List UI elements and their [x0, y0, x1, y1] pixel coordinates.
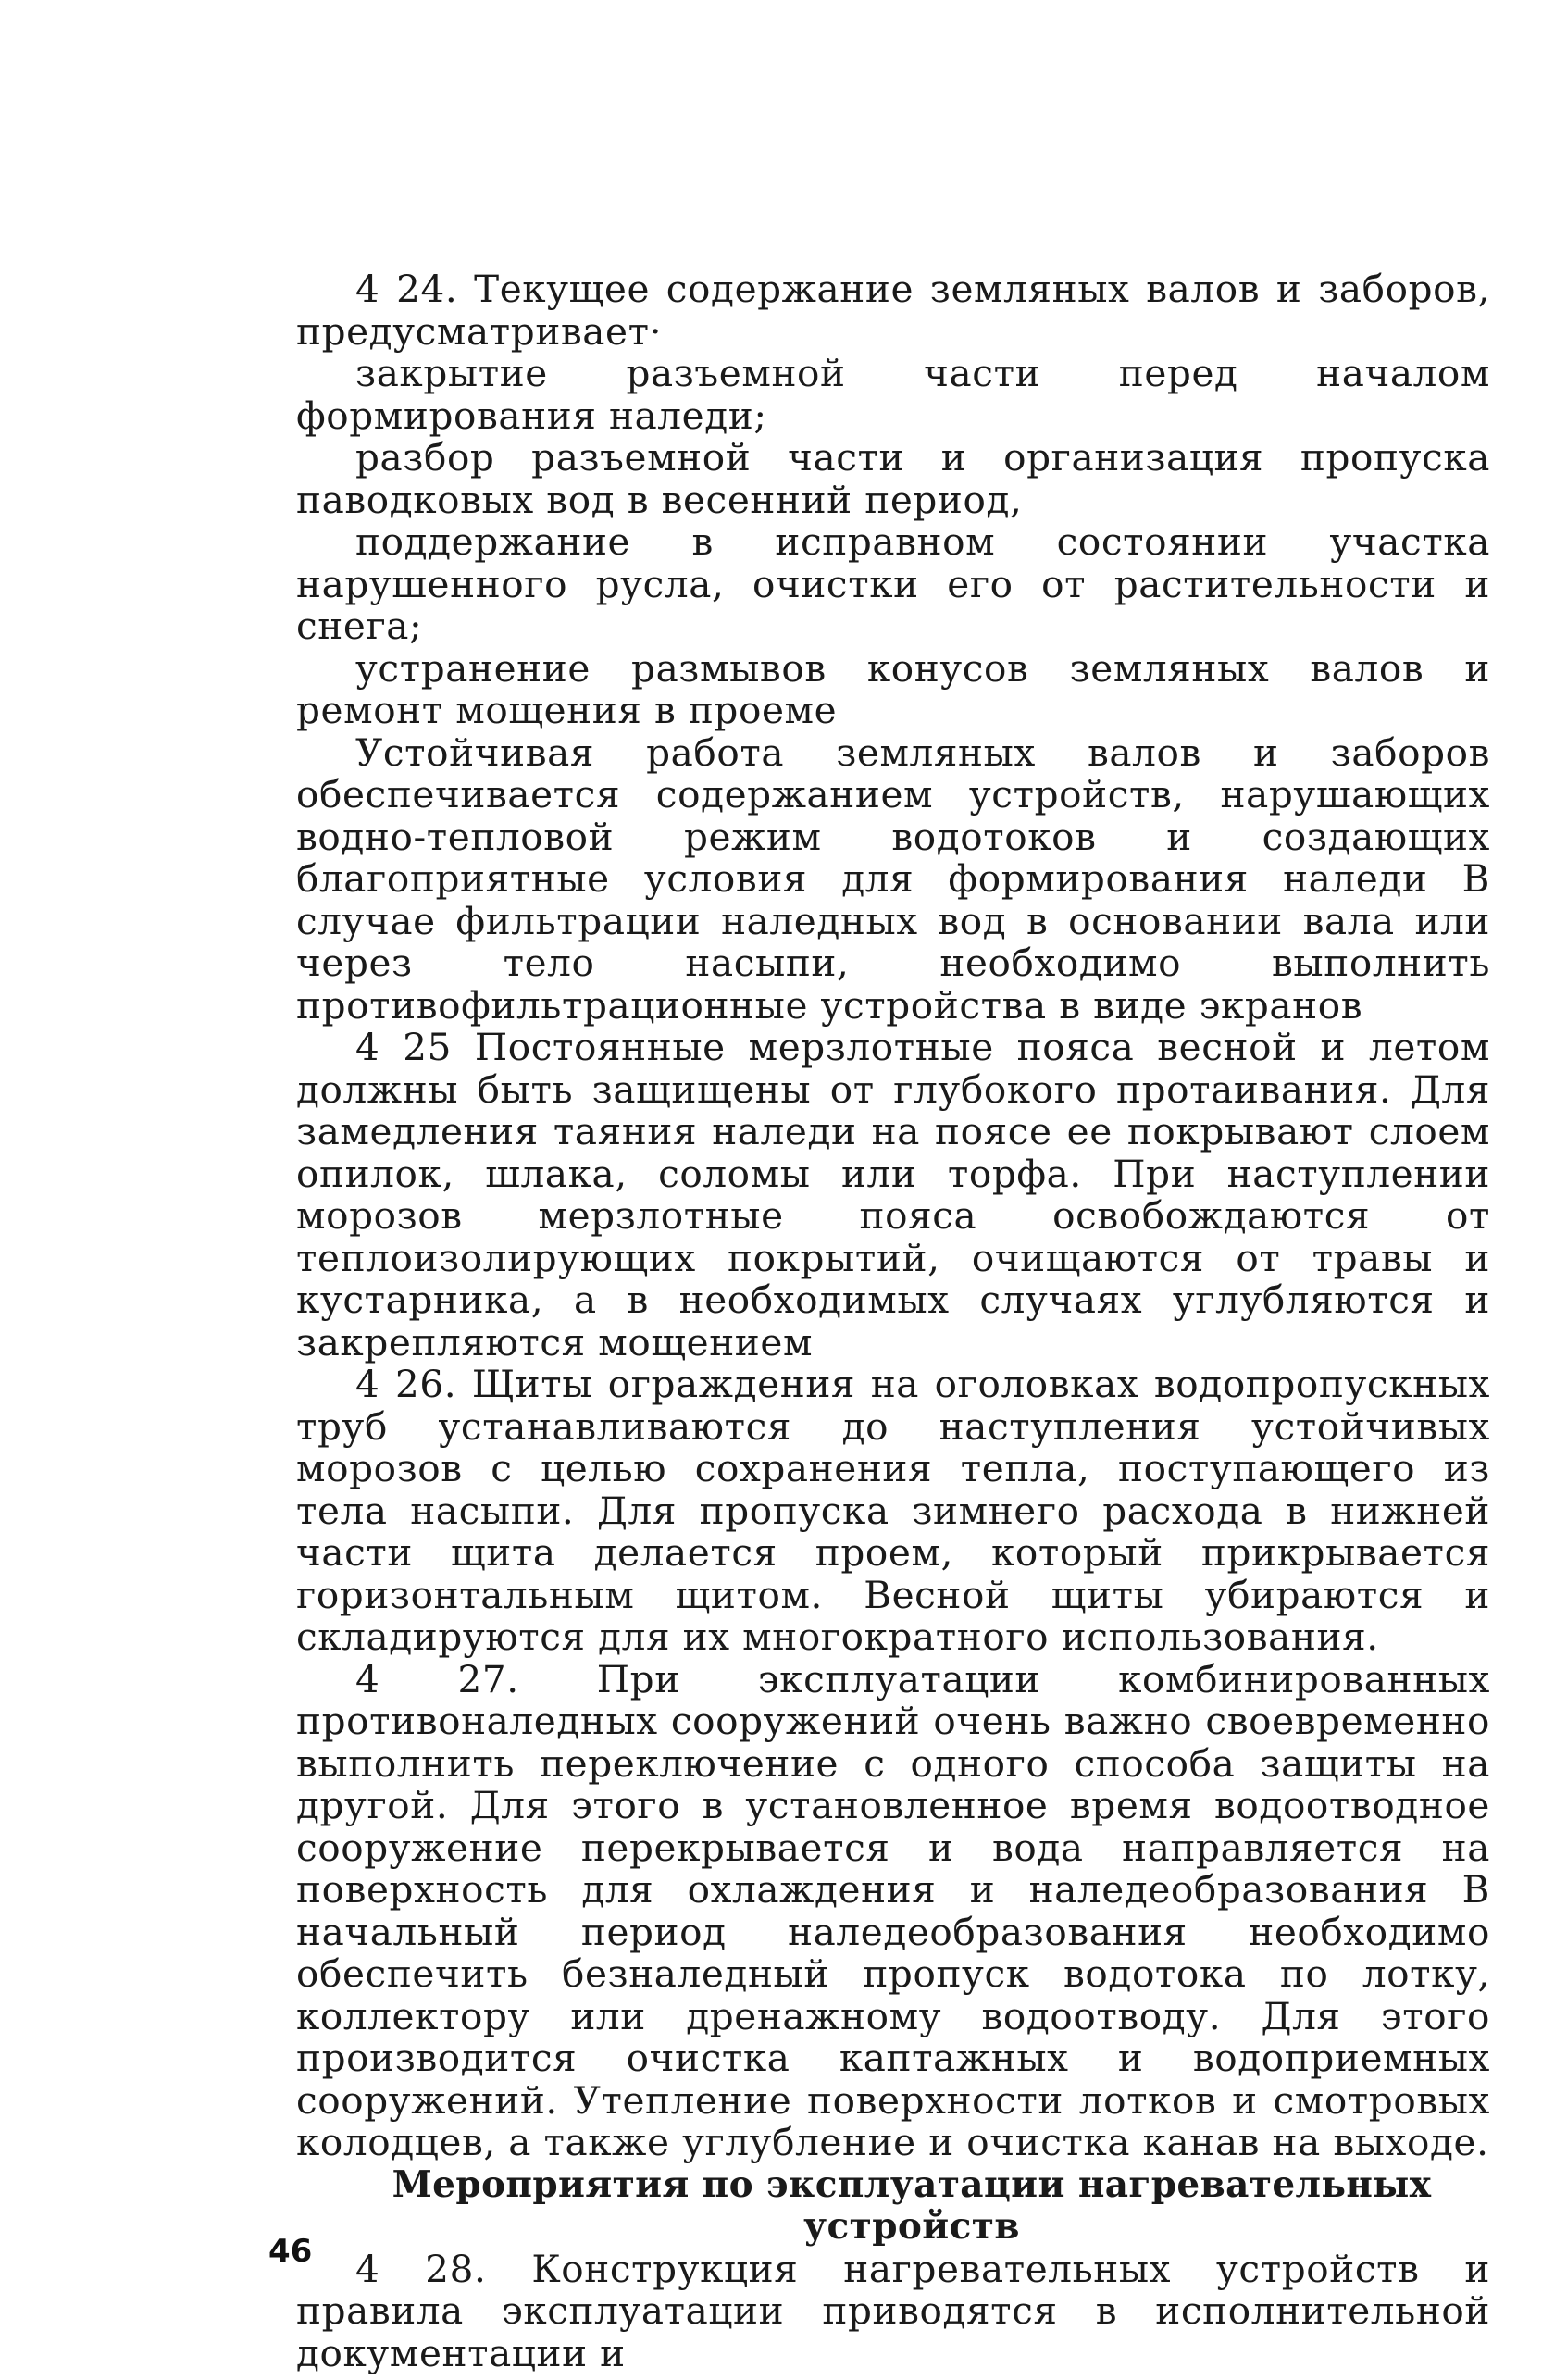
list-item: закрытие разъемной части перед началом формирования наледи; [296, 351, 1490, 438]
page-number: 46 [268, 2233, 313, 2270]
list-item: разбор разъемной части и организация пропуска паводковых вод в весенний период, [296, 435, 1490, 522]
paragraph-stable-operation: Устойчивая работа земляных валов и заборов обеспечивается содержанием устройств, нарушающих водно-тепловой режим водотоков и создающих благоприятные условия для формирования наледи В случае фильтрации наледных вод в основании вала или через тело насыпи, необходимо выполнить противофильтрационные устройства в виде экранов [296, 729, 1490, 1028]
body-text [296, 268, 1490, 2374]
list-item: поддержание в исправном состоянии участка нарушенного русла, очистки его от растительности и снега; [296, 519, 1490, 648]
paragraph-4-24: 4 24. Текущее содержание земляных валов и заборов, предусматривает· [296, 267, 1490, 354]
paragraph-4-27: 4 27. При эксплуатации комбинированных противоналедных сооружений очень важно своевременно выполнить переключение с одного способа защиты на другой. Для этого в установленное время водоотводное сооружение перекрывается и вода направляется на поверхность для охлаждения и наледеобразования В начальный период наледеобразования необходимо обеспечить безналедный пропуск водотока по лотку, коллектору или дренажному водоотводу. Для этого производится очистка каптажных и водоприемных сооружений. Утепление поверхности лотков и смотровых колодцев, а также углубление и очистка канав на выходе. [296, 1656, 1490, 2164]
section-heading: Мероприятия по эксплуатации нагревательных устройств [392, 2162, 1432, 2248]
paragraph-4-28: 4 28. Конструкция нагревательных устройств и правила эксплуатации приводятся в исполнительной документации и [296, 2246, 1490, 2375]
paragraph-4-26: 4 26. Щиты ограждения на оголовках водопропускных труб устанавливаются до наступления устойчивых морозов с целью сохранения тепла, поступающего из тела насыпи. Для пропуска зимнего расхода в нижней части щита делается проем, который прикрывается горизонтальным щитом. Весной щиты убираются и складируются для их многократного использования. [296, 1362, 1490, 1659]
paragraph-4-25: 4 25 Постоянные мерзлотные пояса весной и летом должны быть защищены от глубокого протаивания. Для замедления таяния наледи на поясе ее покрывают слоем опилок, шлака, соломы или торфа. При наступлении морозов мерзлотные пояса освобождаются от теплоизолирующих покрытий, очищаются от травы и кустарника, а в необходимых случаях углубляются и закрепляются мощением [296, 1025, 1490, 1364]
list-item: устранение размывов конусов земляных валов и ремонт мощения в проеме [296, 645, 1490, 732]
